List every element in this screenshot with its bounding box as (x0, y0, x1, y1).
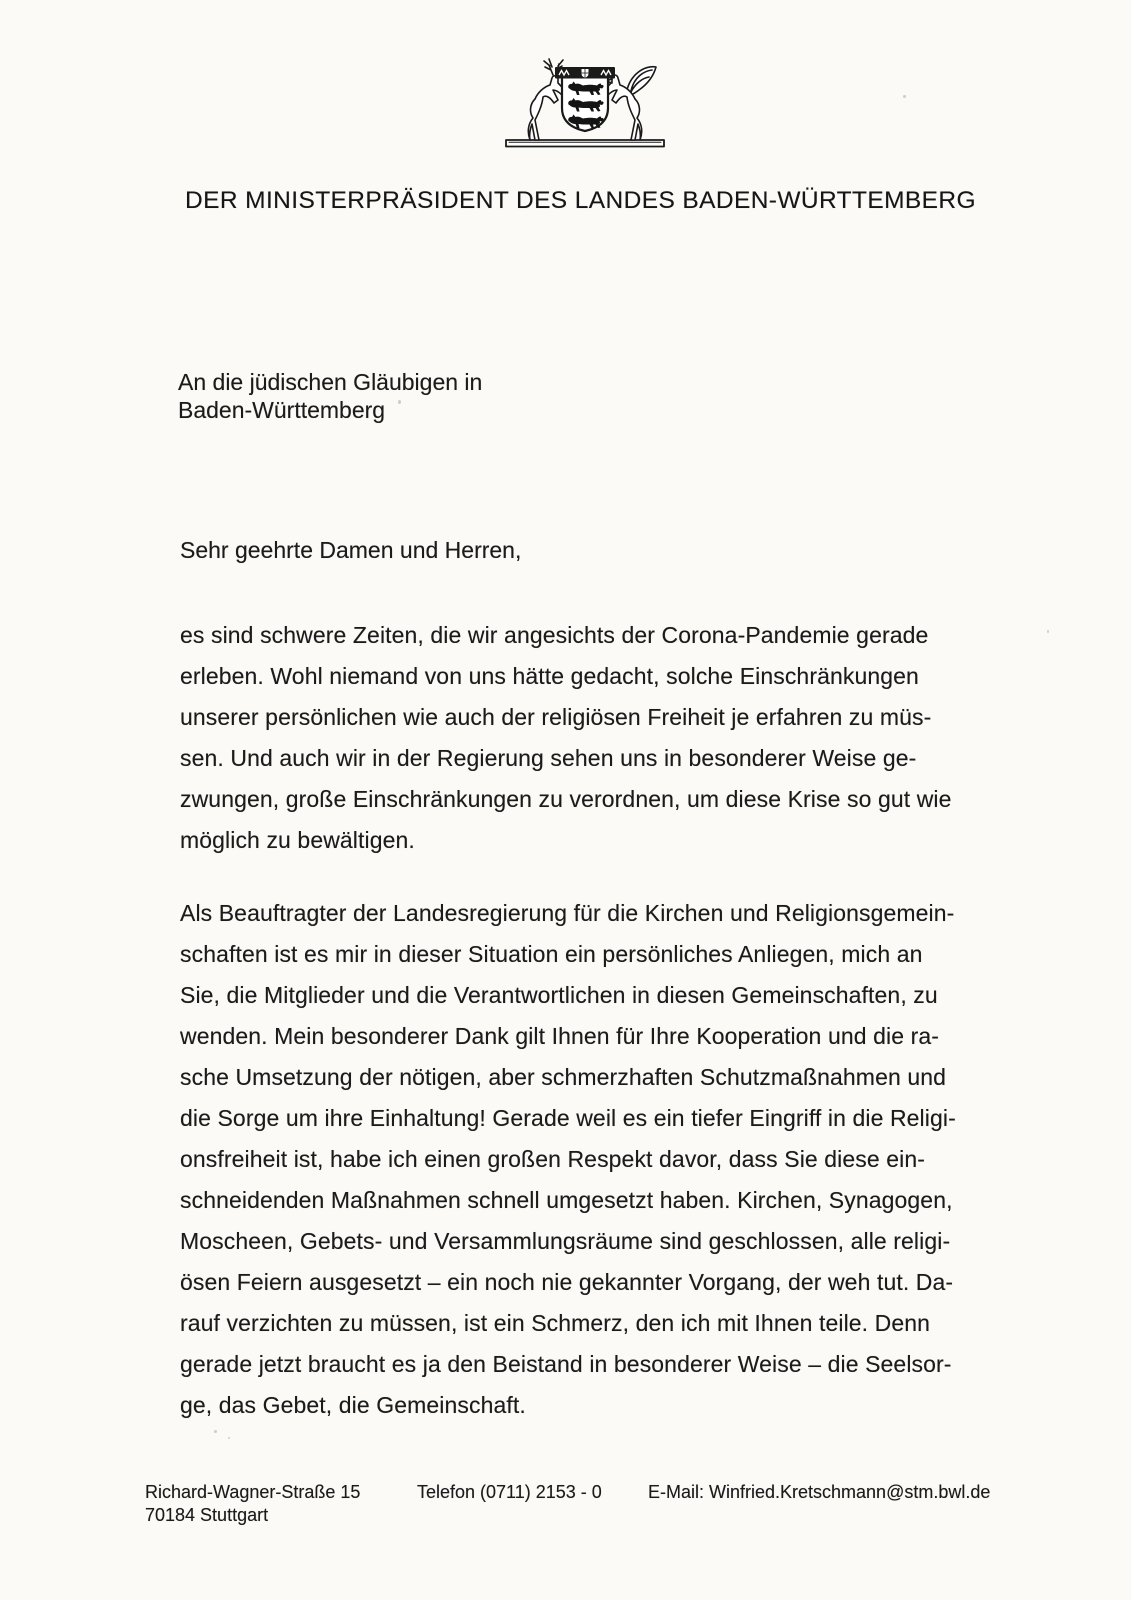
footer-address (145, 1481, 360, 1527)
footer-address-line: Richard-Wagner-Straße 15 (145, 1482, 361, 1502)
body-line: erleben. Wohl niemand von uns hätte gedacht, solche Einschränkungen (180, 663, 919, 689)
body-line: schneidenden Maßnahmen schnell umgesetzt haben. Kirchen, Synagogen, (180, 1187, 953, 1213)
footer-address-line: 70184 Stuttgart (145, 1505, 269, 1525)
recipient-line: An die jüdischen Gläubigen in (178, 369, 483, 395)
body-line: onsfreiheit ist, habe ich einen großen Respekt davor, dass Sie diese ein- (180, 1146, 926, 1172)
crest-band (555, 67, 615, 79)
body-line: ösen Feiern ausgesetzt – ein noch nie gekannter Vorgang, der weh tut. Da- (180, 1269, 954, 1295)
recipient-line: Baden-Württemberg (178, 397, 386, 423)
footer-phone: Telefon (0711) 2153 - 0 (417, 1482, 602, 1502)
coat-of-arms (500, 56, 670, 152)
salutation: Sehr geehrte Damen und Herren, (180, 537, 522, 563)
footer-email: E-Mail: Winfried.Kretschmann@stm.bwl.de (648, 1482, 991, 1502)
body-line: Moscheen, Gebets- und Versammlungsräume sind geschlossen, alle religi- (180, 1228, 951, 1254)
body-line: Sie, die Mitglieder und die Verantwortlichen in diesen Gemeinschaften, zu (180, 982, 938, 1008)
coat-of-arms-icon (500, 56, 670, 152)
body-line: gerade jetzt braucht es ja den Beistand in besonderer Weise – die Seelsor- (180, 1351, 952, 1377)
scan-speck (398, 400, 401, 404)
scan-speck (228, 1437, 230, 1439)
body-line: sen. Und auch wir in der Regierung sehen uns in besonderer Weise ge- (180, 745, 917, 771)
scan-speck (903, 95, 906, 98)
body-line: möglich zu bewältigen. (180, 827, 415, 853)
body-line: schaften ist es mir in dieser Situation ein persönliches Anliegen, mich an (180, 941, 923, 967)
recipient-address (178, 368, 482, 424)
body-line: zwungen, große Einschränkungen zu verordnen, um diese Krise so gut wie (180, 786, 952, 812)
scan-speck (1047, 630, 1049, 633)
body-line: Als Beauftragter der Landesregierung für die Kirchen und Religionsgemein- (180, 900, 955, 926)
pedestal-base (506, 140, 664, 147)
body-line: es sind schwere Zeiten, die wir angesichts der Corona-Pandemie gerade (180, 622, 929, 648)
body-line: ge, das Gebet, die Gemeinschaft. (180, 1392, 526, 1418)
body-line: unserer persönlichen wie auch der religiösen Freiheit je erfahren zu müs- (180, 704, 932, 730)
body-line: die Sorge um ihre Einhaltung! Gerade weil es ein tiefer Eingriff in die Religi- (180, 1105, 956, 1131)
body-paragraph-2 (180, 893, 956, 1426)
three-lions-icon (568, 82, 603, 129)
body-line: sche Umsetzung der nötigen, aber schmerzhaften Schutzmaßnahmen und (180, 1064, 947, 1090)
body-line: wenden. Mein besonderer Dank gilt Ihnen für Ihre Kooperation und die ra- (180, 1023, 940, 1049)
letterhead-title: DER MINISTERPRÄSIDENT DES LANDES BADEN-WÜRTTEMBERG (185, 187, 976, 214)
body-paragraph-1 (180, 615, 952, 861)
scan-speck (214, 1430, 217, 1433)
body-line: rauf verzichten zu müssen, ist ein Schmerz, den ich mit Ihnen teile. Denn (180, 1310, 931, 1336)
